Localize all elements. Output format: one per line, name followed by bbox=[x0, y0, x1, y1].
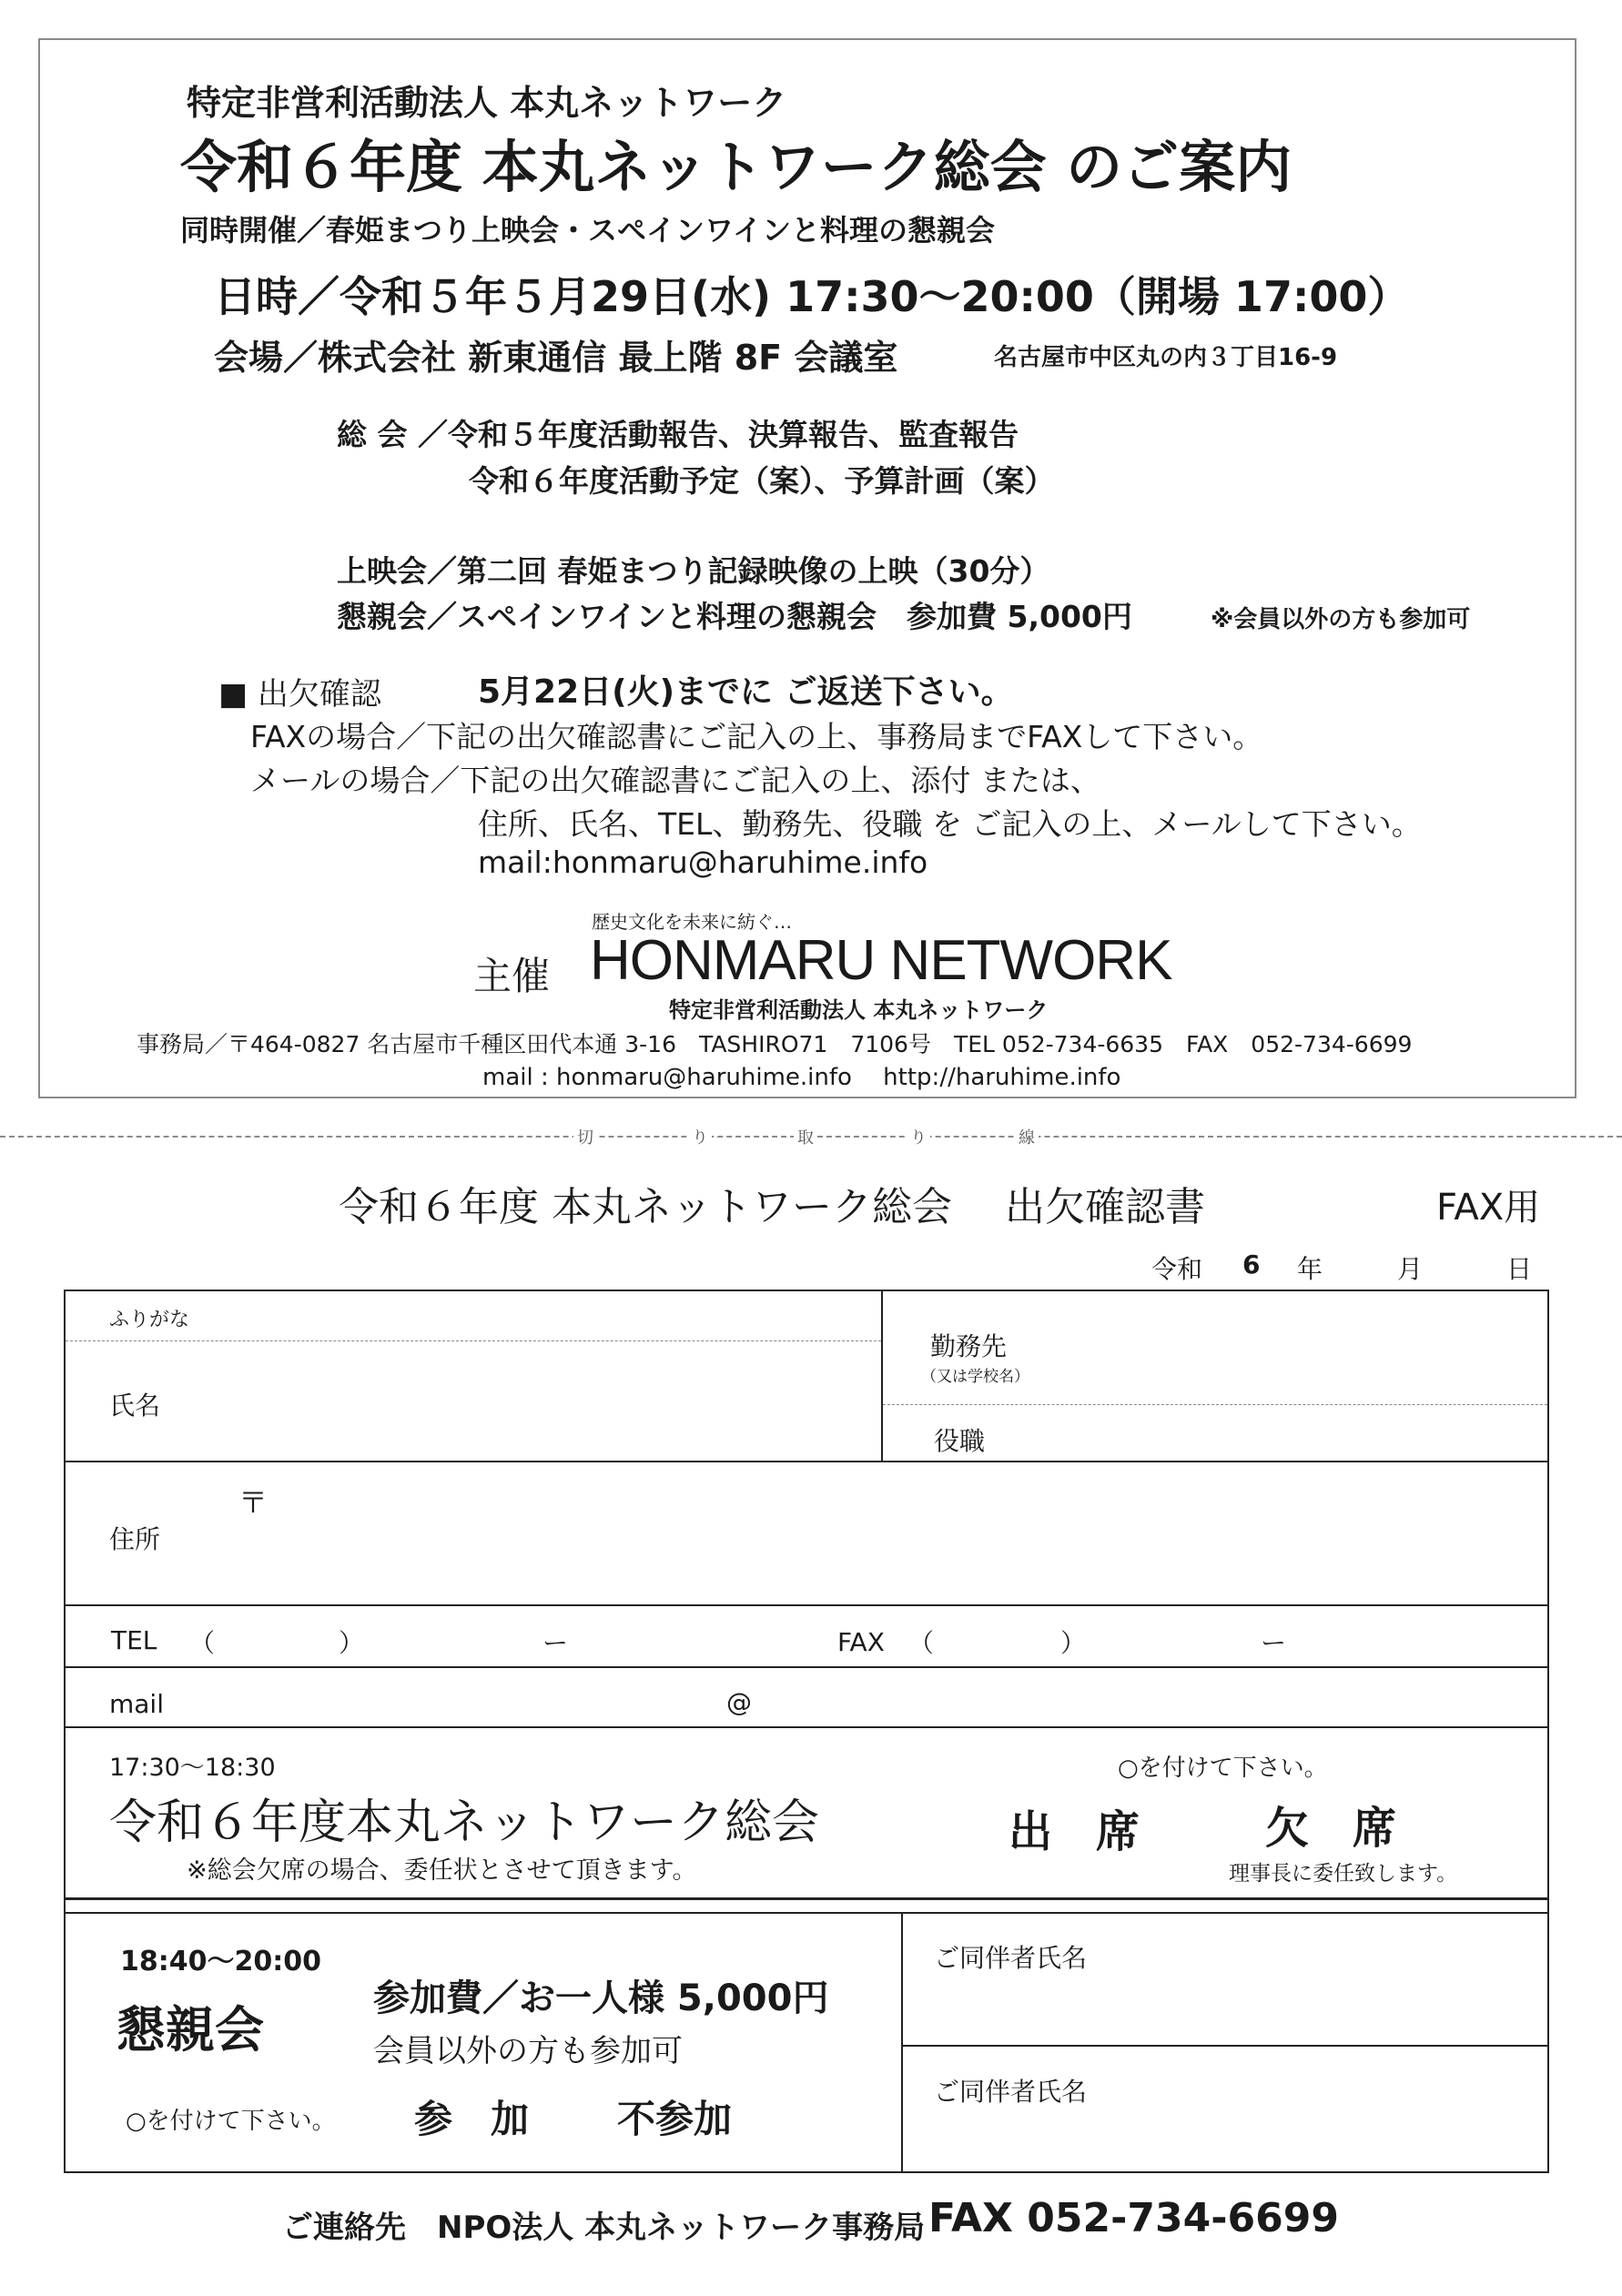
party-circle-note: ○を付けて下さい。 bbox=[126, 2108, 336, 2135]
fax-paren-close: ） bbox=[1060, 1628, 1087, 1658]
mail-field[interactable] bbox=[182, 1674, 1502, 1722]
cutline-char-1: 切 bbox=[573, 1125, 597, 1148]
party-note: ※会員以外の方も参加可 bbox=[1211, 606, 1471, 633]
agenda-line-2: 令和６年度活動予定（案）、予算計画（案） bbox=[469, 463, 1055, 499]
mail-instructions-2: 住所、氏名、TEL、勤務先、役職 を ご記入の上、メールして下さい。 bbox=[478, 806, 1422, 842]
mail-label: mail bbox=[109, 1689, 164, 1719]
fax-field[interactable] bbox=[928, 1613, 1475, 1658]
rsvp-label: ■ 出欠確認 bbox=[218, 676, 381, 713]
party-time: 18:40〜20:00 bbox=[120, 1946, 321, 1977]
cutline-char-5: 線 bbox=[1015, 1125, 1039, 1148]
fax-dash: ー bbox=[1261, 1628, 1287, 1658]
workplace-note: （又は学校名） bbox=[921, 1368, 1029, 1386]
cutline-char-2: り bbox=[688, 1125, 712, 1148]
party-fee: 参加費／お一人様 5,000円 bbox=[373, 1977, 829, 2019]
companion-label-2: ご同伴者氏名 bbox=[934, 2077, 1088, 2107]
contact-fax: FAX 052-734-6699 bbox=[928, 2195, 1339, 2241]
workplace-field[interactable] bbox=[1092, 1310, 1529, 1392]
form-title: 令和６年度 本丸ネットワーク総会 出欠確認書 bbox=[339, 1184, 1205, 1230]
event-venue: 会場／株式会社 新東通信 最上階 8F 会議室 bbox=[214, 338, 898, 378]
tel-paren-open: （ bbox=[189, 1628, 216, 1658]
fax-instructions: FAXの場合／下記の出欠確認書にご記入の上、事務局までFAXして下さい。 bbox=[250, 719, 1263, 754]
absent-option[interactable]: 欠 席 bbox=[1265, 1803, 1397, 1854]
address-field[interactable] bbox=[291, 1474, 1520, 1593]
date-year: 6 bbox=[1242, 1249, 1261, 1279]
position-field[interactable] bbox=[1092, 1412, 1529, 1458]
companion-field-2[interactable] bbox=[910, 2107, 1538, 2166]
meeting-time: 17:30〜18:30 bbox=[109, 1754, 276, 1782]
join-option[interactable]: 参 加 bbox=[414, 2097, 530, 2141]
proxy-note: 理事長に委任致します。 bbox=[1229, 1862, 1458, 1886]
notice-title: 令和６年度 本丸ネットワーク総会 のご案内 bbox=[180, 134, 1293, 200]
host-tagline: 歴史文化を未来に紡ぐ… bbox=[592, 911, 792, 933]
tel-paren-close: ） bbox=[339, 1628, 365, 1658]
party-open-note: 会員以外の方も参加可 bbox=[373, 2033, 683, 2069]
event-datetime: 日時／令和５年５月29日(水) 17:30〜20:00（開場 17:00） bbox=[214, 272, 1410, 321]
attend-option[interactable]: 出 席 bbox=[1009, 1806, 1140, 1857]
org-name: 特定非営利活動法人 本丸ネットワーク bbox=[187, 83, 787, 123]
companion-field-1[interactable] bbox=[910, 1975, 1538, 2038]
position-label: 役職 bbox=[934, 1426, 986, 1456]
companion-label-1: ご同伴者氏名 bbox=[934, 1943, 1088, 1973]
at-sign: @ bbox=[726, 1687, 752, 1717]
cutline-char-4: り bbox=[907, 1125, 930, 1148]
name-field[interactable] bbox=[291, 1347, 874, 1401]
fax-paren-open: （ bbox=[908, 1628, 935, 1658]
venue-address: 名古屋市中区丸の内３丁目16-9 bbox=[994, 344, 1338, 371]
host-logo-text: HONMARU NETWORK bbox=[590, 929, 1172, 992]
office-info: 事務局／〒464-0827 名古屋市千種区田代本通 3-16 TASHIRO71 7106号 TEL 052-734-6635 FAX 052-734-6699 bbox=[137, 1031, 1413, 1057]
party-info: 懇親会／スペインワインと料理の懇親会 参加費 5,000円 bbox=[337, 599, 1132, 634]
date-year-unit: 年 bbox=[1297, 1254, 1323, 1284]
meeting-note: ※総会欠席の場合、委任状とさせて頂きます。 bbox=[187, 1856, 697, 1885]
tel-label: TEL bbox=[111, 1625, 157, 1655]
screening-info: 上映会／第二回 春姫まつり記録映像の上映（30分） bbox=[337, 553, 1050, 589]
address-label: 住所 bbox=[109, 1524, 161, 1554]
date-era: 令和 bbox=[1151, 1254, 1203, 1284]
meeting-circle-note: ○を付けて下さい。 bbox=[1118, 1755, 1328, 1782]
office-web: mail : honmaru@haruhime.info http://haruhime.info bbox=[482, 1064, 1121, 1091]
tel-dash: ー bbox=[542, 1628, 569, 1658]
meeting-title: 令和６年度本丸ネットワーク総会 bbox=[109, 1795, 820, 1850]
tel-field[interactable] bbox=[209, 1613, 755, 1658]
fax-label: FAX bbox=[837, 1627, 885, 1657]
not-join-option[interactable]: 不参加 bbox=[617, 2097, 733, 2141]
workplace-label: 勤務先 bbox=[930, 1331, 1008, 1361]
host-label: 主催 bbox=[473, 954, 551, 998]
date-month-unit: 月 bbox=[1397, 1254, 1424, 1284]
name-label: 氏名 bbox=[109, 1391, 161, 1421]
date-day-unit: 日 bbox=[1506, 1254, 1533, 1284]
cutline-char-3: 取 bbox=[794, 1125, 817, 1148]
party-title: 懇親会 bbox=[117, 2001, 264, 2058]
furigana-label: ふりがな bbox=[109, 1309, 190, 1331]
mail-instructions: メールの場合／下記の出欠確認書にご記入の上、添付 または、 bbox=[250, 763, 1100, 798]
mail-address: mail:honmaru@haruhime.info bbox=[478, 845, 928, 880]
contact-label: ご連絡先 NPO法人 本丸ネットワーク事務局 bbox=[282, 2210, 926, 2246]
fax-use-label: FAX用 bbox=[1436, 1187, 1541, 1229]
agenda-line-1: 総 会 ／令和５年度活動報告、決算報告、監査報告 bbox=[337, 417, 1019, 452]
postal-mark: 〒 bbox=[238, 1485, 269, 1520]
host-org: 特定非営利活動法人 本丸ネットワーク bbox=[669, 997, 1049, 1023]
rsvp-deadline: 5月22日(火)までに ご返送下さい。 bbox=[478, 673, 1014, 711]
notice-subtitle: 同時開催／春姫まつり上映会・スペインワインと料理の懇親会 bbox=[180, 213, 996, 248]
